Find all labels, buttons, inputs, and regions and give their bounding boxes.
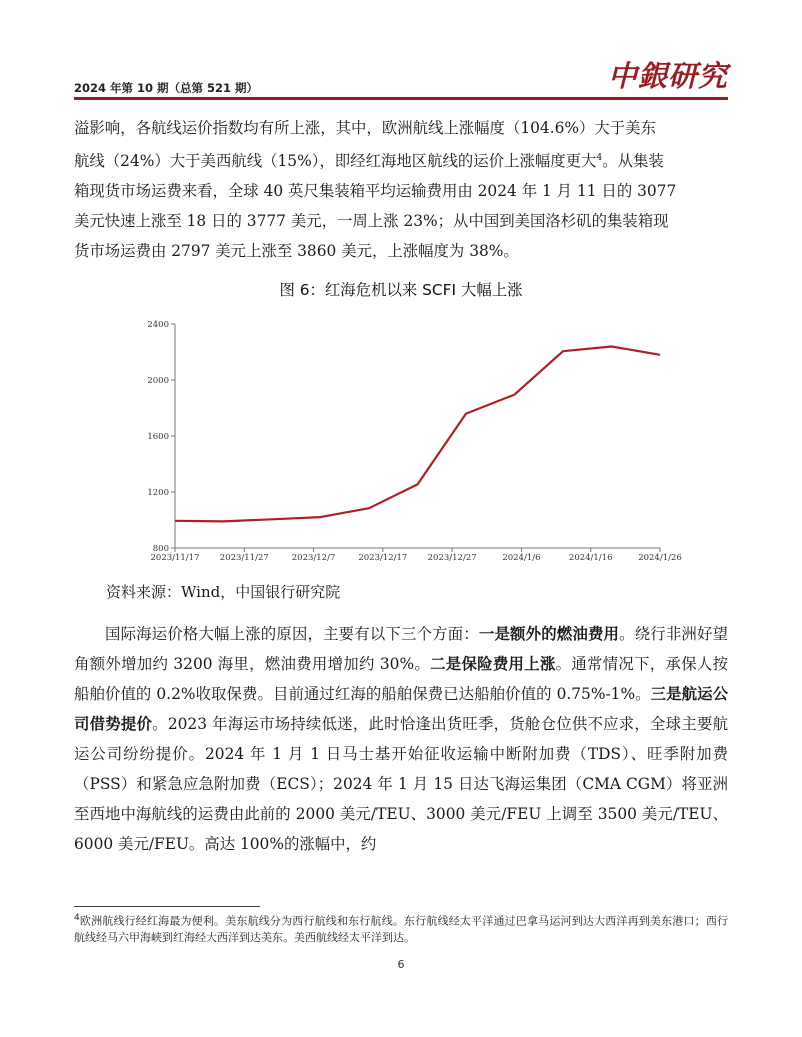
para2-text [74,619,728,859]
body-paragraph-2 [74,619,728,859]
y-tick-label: 800 [152,544,169,554]
x-tick-label: 2023/12/27 [427,553,477,563]
scfi-series-line [175,347,660,522]
reason-2-insurance: 二是保险费用上涨 [430,655,556,673]
y-tick-label: 1600 [147,432,169,442]
figure-source: 资料来源：Wind，中国银行研究院 [106,583,341,601]
header-rule [74,97,728,100]
x-tick-label: 2024/1/16 [568,553,613,563]
para1-line-2-tail: 。从集装 [602,152,664,171]
para1-line-1: 溢影响，各航线运价指数均有所上涨，其中，欧洲航线上涨幅度（104.6%）大于美东 [74,119,656,137]
para1-line-3: 箱现货市场运费来看，全球 40 英尺集装箱平均运输费用由 2024 年 1 月 11 日的 3077 [74,182,677,201]
x-tick-label: 2023/11/17 [150,553,200,563]
para2-pricehike-detail: 。2023 年海运市场持续低迷，此时恰逢出货旺季，货舱仓位供不应求，全球主要航运公司纷纷提价。2024 年 1 月 1 日马士基开始征收运输中断附加费（TDS）、旺季附加费（PSS）和紧急应急附加费（ECS）；2024 年 1 月 15 日达飞海运集团（CMA CGM）将亚洲至西地中海航线的运费由此前的 2000 美元/TEU、3000 美元/FEU 上调至 3500 美元/TEU、6000 美元/FEU。高达 100%的涨幅中，约 [74,715,728,853]
footnote-mark: 4 [74,913,80,923]
figure-title: 图 6：红海危机以来 SCFI 大幅上涨 [279,281,523,299]
chart-svg [130,312,690,570]
para1-line-4: 美元快速上涨至 18 日的 3777 美元，一周上涨 23%；从中国到美国洛杉矶的集装箱现 [74,212,669,231]
footnote-4 [74,910,728,946]
page-number: 6 [397,958,405,971]
y-tick-label: 2400 [147,320,169,330]
boc-research-logo: 中銀研究 [607,59,728,93]
reason-3-price-hike: 三是航运公司借势提价 [74,685,728,733]
para1-line-2-text: 航线（24%）大于美西航线（15%），即经红海地区航线的运价上涨幅度更大 [74,152,597,171]
para1-line-5: 货市场运费由 2797 美元上涨至 3860 美元，上涨幅度为 38%。 [74,242,519,261]
page-header [74,60,728,100]
footnote-ref-4[interactable]: 4 [596,153,603,163]
issue-label: 2024 年第 10 期（总第 521 期） [74,81,259,95]
x-tick-label: 2023/12/17 [358,553,408,563]
scfi-line-chart [130,312,690,570]
x-tick-label: 2024/1/26 [638,553,682,563]
para1-line-2 [74,143,728,176]
para2-intro: 国际海运价格大幅上涨的原因，主要有以下三个方面： [105,625,479,643]
body-paragraph-1 [74,113,728,266]
x-tick-label: 2023/11/27 [219,553,269,563]
x-tick-label: 2024/1/6 [502,553,541,563]
footnote-rule [74,906,260,907]
y-tick-label: 1200 [147,488,169,498]
footnote-text: 欧洲航线行经红海最为便利。美东航线分为西行航线和东行航线。东行航线经太平洋通过巴拿马运河到达大西洋再到美东港口；西行航线经马六甲海峡到红海经大西洋到达美东。美西航线经太平洋到达。 [74,914,728,944]
y-tick-label: 2000 [147,376,169,386]
reason-1-fuel: 一是额外的燃油费用 [478,625,620,643]
x-tick-label: 2023/12/7 [291,553,336,563]
para2-insurance-detail: 。通常情况下，承保人按船舶价值的 0.2%收取保费。目前通过红海的船舶保费已达船舶价值的 0.75%-1%。 [74,655,728,703]
para2-fuel-detail: 。绕行非洲好望角额外增加约 3200 海里，燃油费用增加约 30%。 [74,625,728,673]
